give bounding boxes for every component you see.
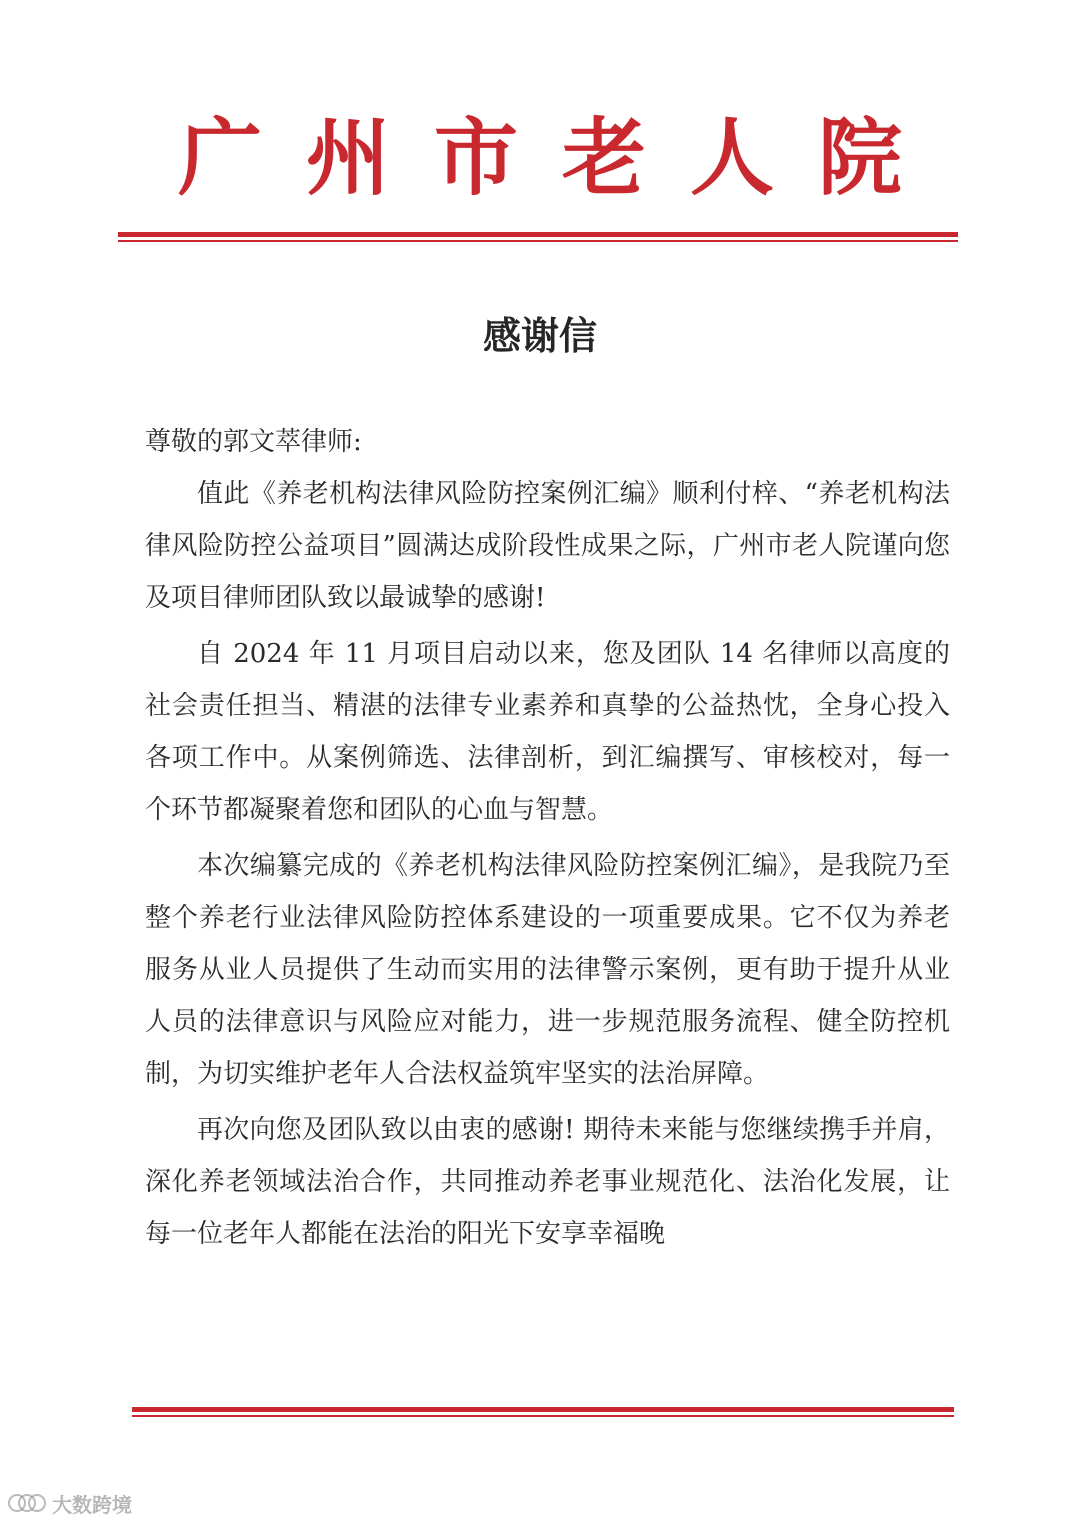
divider-thin-line <box>118 240 958 242</box>
footer-thin-line <box>132 1415 954 1417</box>
letter-paragraph-4: 再次向您及团队致以由衷的感谢! 期待未来能与您继续携手并肩，深化养老领域法治合作，共同推动养老事业规范化、法治化发展，让每一位老年人都能在法治的阳光下安享幸福晚 <box>145 1115 950 1249</box>
footer-divider <box>132 1407 954 1417</box>
letterhead-org-name: 广州市老人院 <box>177 108 946 207</box>
watermark <box>8 1488 132 1518</box>
letter-body <box>145 416 950 1264</box>
letter-title: 感谢信 <box>482 313 597 358</box>
letterhead-divider <box>118 232 958 242</box>
watermark-text: 大数跨境 <box>52 1492 132 1517</box>
chain-logo-icon <box>8 1491 48 1515</box>
letter-paragraph-2: 自 2024 年 11 月项目启动以来，您及团队 14 名律师以高度的社会责任担当、精湛的法律专业素养和真挚的公益热忱，全身心投入各项工作中。从案例筛选、法律剖析，到汇编撰写、审核校对，每一个环节都凝聚着您和团队的心血与智慧。 <box>145 639 950 825</box>
letter-salutation: 尊敬的郭文萃律师: <box>145 427 362 457</box>
letter-paragraph-1: 值此《养老机构法律风险防控案例汇编》顺利付梓、“养老机构法律风险防控公益项目”圆满达成阶段性成果之际，广州市老人院谨向您及项目律师团队致以最诚挚的感谢! <box>145 479 950 613</box>
letter-paragraph-3: 本次编纂完成的《养老机构法律风险防控案例汇编》，是我院乃至整个养老行业法律风险防控体系建设的一项重要成果。它不仅为养老服务从业人员提供了生动而实用的法律警示案例，更有助于提升从业人员的法律意识与风险应对能力，进一步规范服务流程、健全防控机制，为切实维护老年人合法权益筑牢坚实的法治屏障。 <box>145 851 950 1089</box>
